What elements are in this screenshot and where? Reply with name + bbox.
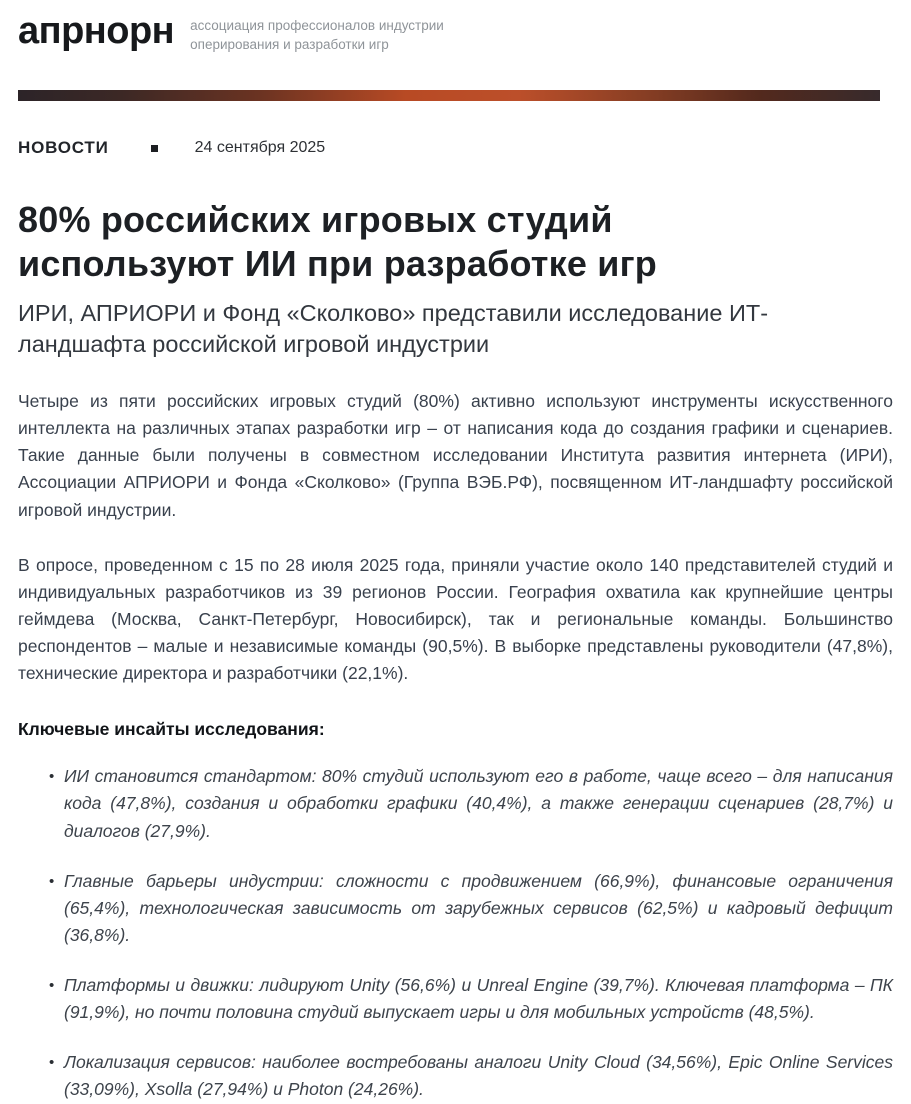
article-paragraph-2: В опросе, проведенном с 15 по 28 июля 2025 года, приняли участие около 140 представителей студий и индивидуальных разработчиков из 39 регионов России. География охватила как крупнейшие центры геймдева (Москва, Санкт-Петербург, Новосибирск), так и региональные команды. Большинство респондентов – малые и независимые команды (90,5%). В выборке представлены руководители (47,8%), технические директора и разработчики (22,1%). bbox=[18, 554, 893, 684]
bullet-icon: • bbox=[49, 1054, 55, 1072]
insight-item-barriers bbox=[18, 868, 893, 949]
article-paragraph-1: Четыре из пяти российских игровых студий (80%) активно используют инструменты искусственного интеллекта на различных этапах разработки игр – от написания кода до создания графики и сценариев. Такие данные были получены в совместном исследовании Института развития интернета (ИРИ), Ассоциации АПРИОРИ и Фонда «Сколково» (Группа ВЭБ.РФ), посвященном ИТ-ландшафту российской игровой индустрии. bbox=[18, 391, 893, 520]
article-meta-row bbox=[18, 138, 893, 158]
insight-text: ИИ становится стандартом: 80% студий используют его в работе, чаще всего – для написания кода (47,8%), создания и обработки графики (40,4%), а также генерации сценариев (28,7%) и диалогов (27,9%). bbox=[64, 766, 893, 841]
bullet-icon: • bbox=[49, 872, 55, 890]
site-tagline bbox=[190, 17, 444, 54]
insight-item-platforms bbox=[18, 972, 893, 1026]
bullet-icon: • bbox=[49, 768, 55, 786]
site-tagline-line2: оперирования и разработки игр bbox=[190, 36, 389, 52]
insight-item-ai-standard bbox=[18, 763, 893, 844]
article-date: 24 сентября 2025 bbox=[194, 139, 326, 157]
insight-text: Главные барьеры индустрии: сложности с продвижением (66,9%), финансовые ограничения (65,4%), технологическая зависимость от зарубежных сервисов (62,5%) и кадровый дефицит (36,8%). bbox=[64, 870, 893, 945]
insight-item-localization bbox=[18, 1049, 893, 1103]
site-tagline-line1: ассоциация профессионалов индустрии bbox=[190, 18, 444, 33]
insights-list bbox=[18, 763, 893, 1103]
section-label-news[interactable]: НОВОСТИ bbox=[18, 138, 109, 158]
article-subtitle: ИРИ, АПРИОРИ и Фонд «Сколково» представили исследование ИТ-ландшафта российской игровой индустрии bbox=[18, 300, 769, 358]
square-separator-icon bbox=[151, 145, 158, 152]
insights-heading: Ключевые инсайты исследования: bbox=[18, 719, 325, 740]
accent-gradient-bar bbox=[18, 90, 880, 101]
bullet-icon: • bbox=[49, 977, 55, 995]
insight-text: Локализация сервисов: наиболее востребованы аналоги Unity Cloud (34,56%), Epic Online Services (33,09%), Xsolla (27,94%) и Photon (24,26%). bbox=[64, 1052, 893, 1100]
insight-text: Платформы и движки: лидируют Unity (56,6%) и Unreal Engine (39,7%). Ключевая платформа – ПК (91,9%), но почти половина студий выпускает игры и для мобильных устройств (48,5%). bbox=[64, 975, 893, 1023]
site-logo[interactable]: апрнорн bbox=[18, 10, 175, 52]
site-header bbox=[18, 12, 893, 54]
article-title: 80% российских игровых студий используют ИИ при разработке игр bbox=[18, 199, 657, 285]
